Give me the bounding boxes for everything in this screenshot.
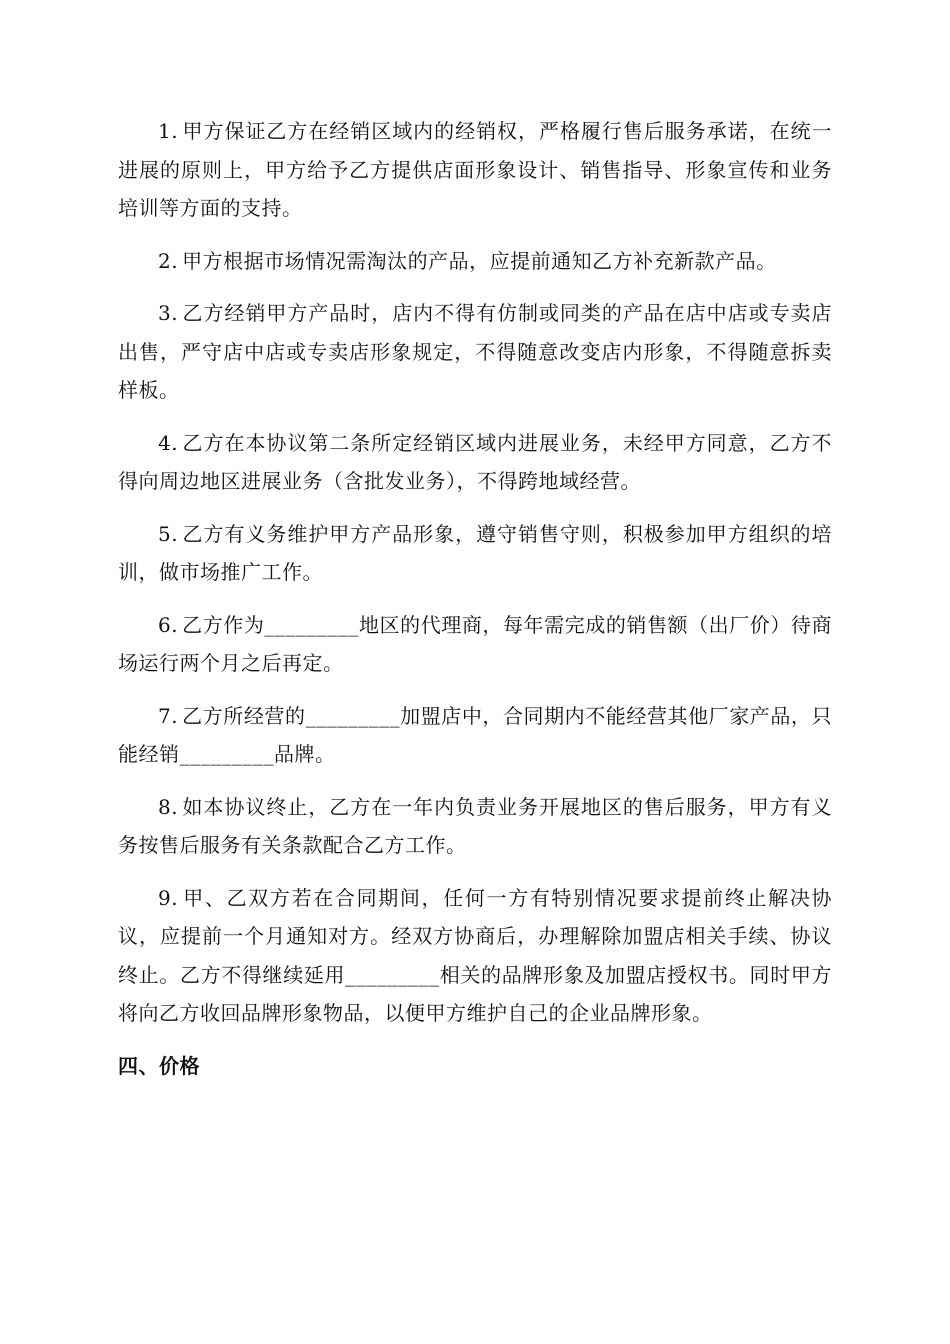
- clause-text: 乙方经销甲方产品时，店内不得有仿制或同类的产品在店中店或专卖店出售，严守店中店或专卖店形象规定，不得随意改变店内形象，不得随意拆卖样板。: [118, 301, 832, 402]
- clause-paragraph-2: [118, 242, 832, 281]
- clause-number: 5.: [158, 521, 179, 546]
- clause-paragraph-4: [118, 424, 832, 501]
- clause-text: 乙方有义务维护甲方产品形象，遵守销售守则，积极参加甲方组织的培训，做市场推广工作。: [118, 521, 832, 584]
- clause-text: 乙方在本协议第二条所定经销区域内进展业务，未经甲方同意，乙方不得向周边地区进展业务（含批发业务），不得跨地域经营。: [118, 430, 832, 493]
- clause-number: 2.: [158, 248, 179, 273]
- clause-number: 9.: [158, 885, 179, 910]
- section-heading-price: 四、价格: [118, 1053, 200, 1078]
- clause-text: 甲方保证乙方在经销区域内的经销权，严格履行售后服务承诺，在统一进展的原则上，甲方给予乙方提供店面形象设计、销售指导、形象宣传和业务培训等方面的支持。: [118, 119, 832, 220]
- clause-number: 8.: [158, 794, 179, 819]
- clause-paragraph-9: [118, 879, 832, 1033]
- clause-paragraph-6: [118, 606, 832, 683]
- clause-paragraph-3: [118, 294, 832, 410]
- clause-paragraph-1: [118, 112, 832, 228]
- clause-number: 1.: [158, 119, 179, 143]
- clause-text: 甲方根据市场情况需淘汰的产品，应提前通知乙方补充新款产品。: [182, 248, 777, 273]
- clause-text: 甲、乙双方若在合同期间，任何一方有特别情况要求提前终止解决协议，应提前一个月通知对方。经双方协商后，办理解除加盟店相关手续、协议终止。乙方不得继续延用_________相关的品牌形象及加盟店授权书。同时甲方将向乙方收回品牌形象物品，以便甲方维护自己的企业品牌形象。: [118, 885, 832, 1025]
- clause-paragraph-7: [118, 697, 832, 774]
- clause-number: 6.: [158, 612, 179, 637]
- clause-paragraph-8: [118, 788, 832, 865]
- clause-text: 乙方所经营的_________加盟店中，合同期内不能经营其他厂家产品，只能经销_________品牌。: [118, 703, 832, 766]
- document-body: [118, 112, 832, 1085]
- clause-number: 4.: [158, 430, 179, 455]
- clause-number: 7.: [158, 703, 179, 728]
- clause-number: 3.: [158, 301, 179, 325]
- clause-text: 如本协议终止，乙方在一年内负责业务开展地区的售后服务，甲方有义务按售后服务有关条款配合乙方工作。: [118, 794, 832, 857]
- clause-paragraph-5: [118, 515, 832, 592]
- clause-text: 乙方作为_________地区的代理商，每年需完成的销售额（出厂价）待商场运行两个月之后再定。: [118, 612, 832, 675]
